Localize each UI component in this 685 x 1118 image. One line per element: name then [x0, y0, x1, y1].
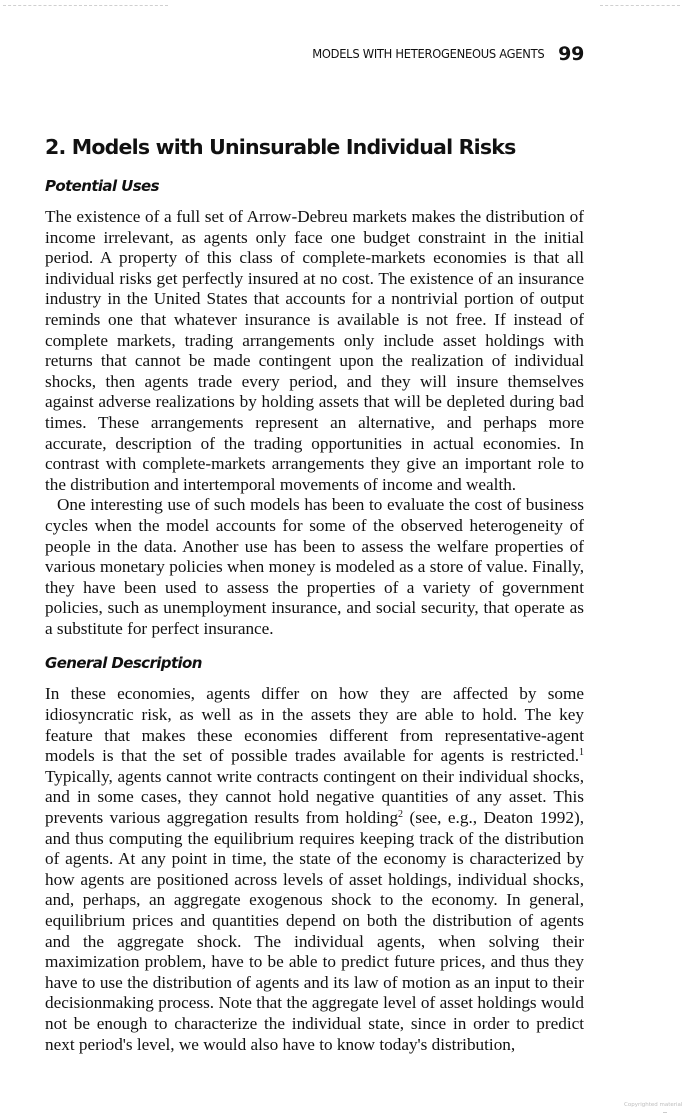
page-body — [45, 133, 584, 1055]
section-heading: 2. Models with Uninsurable Individual Risks — [45, 135, 516, 159]
footnote-marker-1[interactable]: 1 — [579, 747, 584, 759]
subsection-heading-general-description: General Description — [45, 654, 202, 673]
paragraph: One interesting use of such models has been to evaluate the cost of business cycles when the model accounts for some of the observed heterogeneity of people in the data. Another use has been to assess the welfare properties of various monetary policies when money is modeled as a store of value. Finally, they have been used to assess the properties of a variety of government policies, such as unemployment insurance, and social security, that operate as a substitute for perfect insurance. — [45, 495, 584, 638]
paragraph — [45, 684, 584, 1055]
subsection-heading-potential-uses: Potential Uses — [45, 177, 159, 195]
paragraph: The existence of a full set of Arrow-Debreu markets makes the distribution of income irrelevant, as agents only face one budget constraint in the initial period. A property of this class of complete-markets economies is that all individual risks get perfectly insured at no cost. The existence of an insurance industry in the United States that accounts for a nontrivial portion of output reminds one that whatever insurance is available is not free. If instead of complete markets, trading arrangements only include asset holdings with returns that cannot be made contingent upon the realization of individual shocks, then agents trade every period, and they will insure themselves against adverse realizations by holding assets that will be depleted during bad times. These arrangements represent an alternative, and perhaps more accurate, description of the trading opportunities in actual economies. In contrast with complete-markets arrangements they give an important role to the distribution and intertemporal movements of income and wealth. — [45, 207, 584, 494]
running-head-title: MODELS WITH HETEROGENEOUS AGENTS — [311, 46, 545, 61]
page-number: 99 — [558, 43, 584, 65]
scan-edge-mark-bottom — [663, 1112, 667, 1113]
paragraph-text: (see, e.g., Deaton 1992), and thus computing the equilibrium requires keeping track of the distribution of agents. At any point in time, the state of the economy is characterized by how agents are positioned across levels of asset holdings, individual shocks, and, perhaps, an aggregate exogenous shock to the economy. In general, equilibrium prices and quantities depend on both the distribution of agents and the aggregate shock. The individual agents, when solving their maximization problem, have to be able to predict future prices, and thus they have to use the distribution of agents and its law of motion as an input to their decisionmaking process. Note that the aggregate level of asset holdings would not be enough to characterize the individual state, since in order to predict next period's level, we would also have to know today's distribution, — [45, 808, 584, 1054]
paragraph-text: Typically, agents cannot write contracts contingent on their individual shocks, and in some cases, they cannot hold negative quantities of any asset. This prevents various aggregation results from holding — [45, 766, 584, 828]
copyright-watermark: Copyrighted material — [624, 1102, 683, 1108]
paragraph-text: In these economies, agents differ on how they are affected by some idiosyncratic risk, as well as in the assets they are able to hold. The key feature that makes these economies different from representative-agent models is that the set of possible trades available for agents is restricted. — [45, 684, 584, 766]
footnote-marker-2[interactable]: 2 — [398, 809, 404, 821]
running-head — [0, 43, 584, 65]
scan-edge-mark-left — [3, 5, 168, 7]
scan-edge-mark-right — [600, 5, 680, 7]
